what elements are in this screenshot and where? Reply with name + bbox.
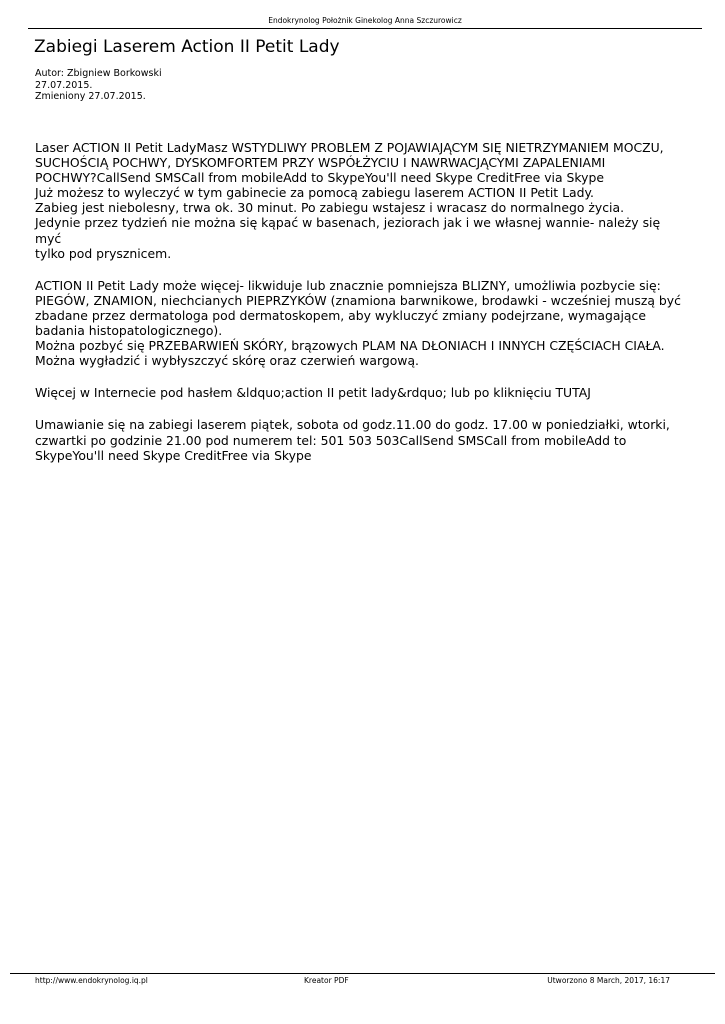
body-line: SkypeYou'll need Skype CreditFree via Skype <box>35 447 312 463</box>
article-author: Autor: Zbigniew Borkowski <box>35 68 162 79</box>
paragraph-spacer <box>35 400 690 417</box>
footer-created-date: Utworzono 8 March, 2017, 16:17 <box>547 976 670 985</box>
paragraph-spacer <box>35 261 690 278</box>
page-header <box>28 15 702 27</box>
article-title: Zabiegi Laserem Action II Petit Lady <box>34 37 340 57</box>
footer-generator: Kreator PDF <box>304 976 349 985</box>
body-line: Można wygładzić i wybłyszczyć skórę oraz czerwień wargową. <box>35 353 419 369</box>
more-info-line[interactable]: Więcej w Internecie pod hasłem &ldquo;action II petit lady&rdquo; lub po kliknięciu TUTAJ <box>35 385 591 401</box>
page-footer <box>35 975 695 987</box>
body-line: czwartki po godzinie 21.00 pod numerem tel: 501 503 503CallSend SMSCall from mobileAdd to <box>35 432 627 448</box>
body-line: badania histopatologicznego). <box>35 323 223 339</box>
article-meta <box>35 68 162 103</box>
body-line: SUCHOŚCIĄ POCHWY, DYSKOMFORTEM PRZY WSPÓŁŻYCIU I NAWRWACJĄCYMI ZAPALENIAMI <box>35 155 606 171</box>
header-divider <box>28 28 702 29</box>
body-line: Laser ACTION II Petit LadyMasz WSTYDLIWY PROBLEM Z POJAWIAJĄCYM SIĘ NIETRZYMANIEM MOCZU, <box>35 140 664 155</box>
footer-url-link[interactable]: http://www.endokrynolog.iq.pl <box>35 976 148 985</box>
body-line: Można pozbyć się PRZEBARWIEŃ SKÓRY, brązowych PLAM NA DŁONIACH I INNYCH CZĘŚCIACH CIAŁA. <box>35 338 665 354</box>
footer-divider <box>10 973 715 974</box>
body-line: POCHWY?CallSend SMSCall from mobileAdd to SkypeYou'll need Skype CreditFree via Skype <box>35 170 604 186</box>
site-title: Endokrynolog Położnik Ginekolog Anna Szczurowicz <box>268 16 462 25</box>
body-line: Umawianie się na zabiegi laserem piątek, sobota od godz.11.00 do godz. 17.00 w poniedziałki, wtorki, <box>35 417 670 433</box>
article-date-created: 27.07.2015. <box>35 79 93 91</box>
body-line: tylko pod prysznicem. <box>35 245 172 261</box>
body-line: Zabieg jest niebolesny, trwa ok. 30 minut. Po zabiegu wstajesz i wracasz do normalnego życia. <box>35 200 625 216</box>
body-line: ACTION II Petit Lady może więcej- likwiduje lub znacznie pomniejsza BLIZNY, umożliwia pozbycie się: <box>35 277 661 293</box>
article-date-modified: Zmieniony 27.07.2015. <box>35 91 146 102</box>
body-line: zbadane przez dermatologa pod dermatoskopem, aby wykluczyć zmiany podejrzane, wymagające <box>35 307 646 323</box>
body-line: PIEGÓW, ZNAMION, niechcianych PIEPRZYKÓW (znamiona barwnikowe, brodawki - wcześniej muszą być <box>35 292 681 308</box>
paragraph-spacer <box>35 368 690 385</box>
body-line: Jedynie przez tydzień nie można się kąpać w basenach, jeziorach jak i we własnej wannie- należy się myć <box>35 215 661 246</box>
article-body <box>35 140 690 463</box>
body-line: Już możesz to wyleczyć w tym gabinecie za pomocą zabiegu laserem ACTION II Petit Lady. <box>35 185 594 201</box>
